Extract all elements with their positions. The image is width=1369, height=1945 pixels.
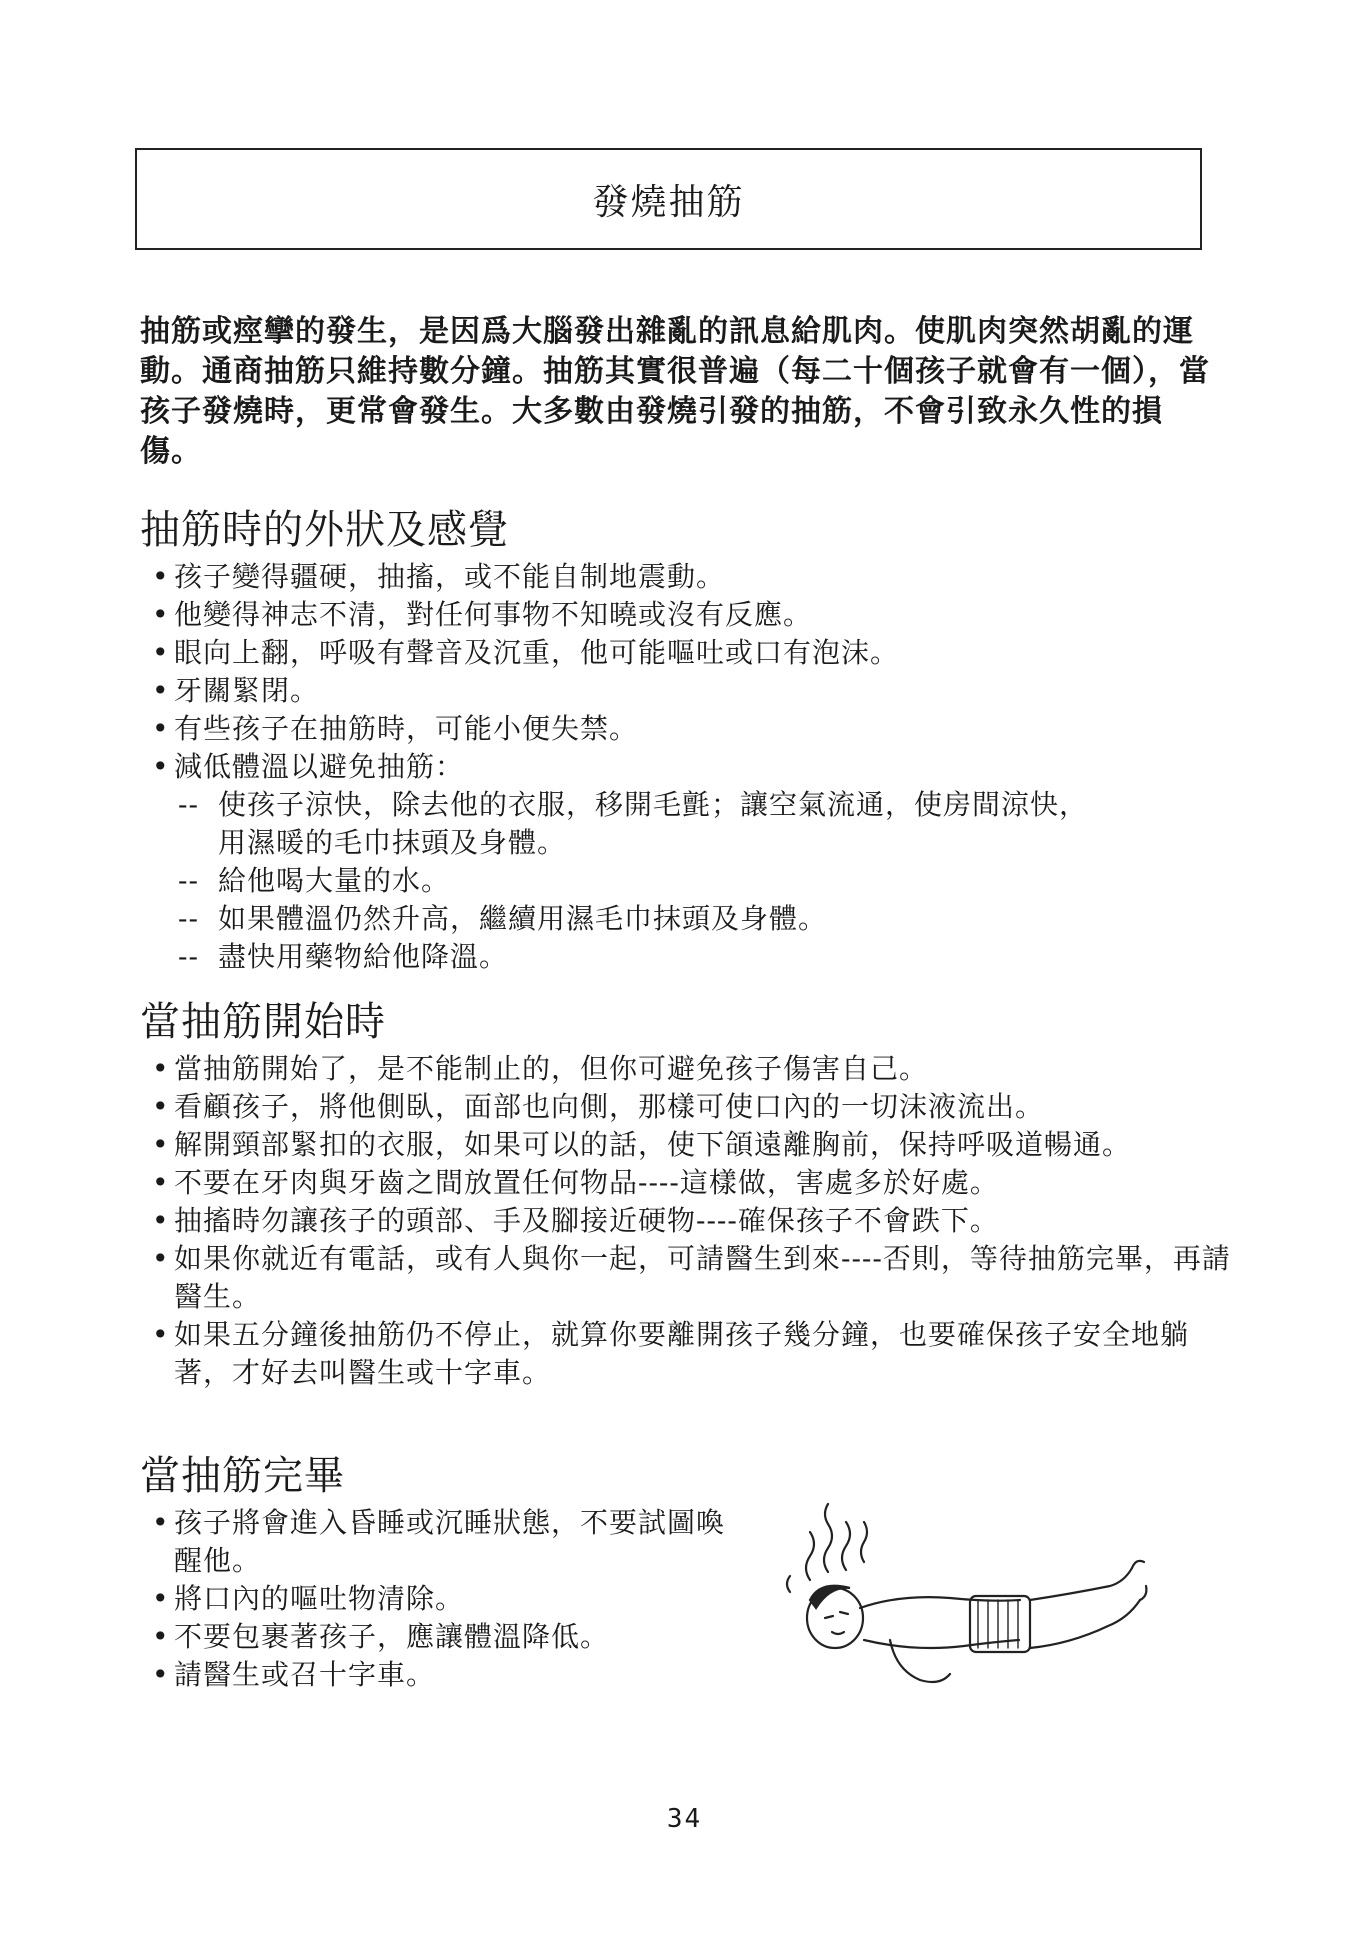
list-item: • 將口內的嘔吐物清除。 bbox=[152, 1582, 465, 1615]
list-item: • 如果五分鐘後抽筋仍不停止，就算你要離開孩子幾分鐘，也要確保孩子安全地躺著，才好去叫醫生或十字車。 bbox=[152, 1318, 1190, 1389]
section-heading: 當抽筋完畢 bbox=[140, 1453, 345, 1499]
page-number: 34 bbox=[666, 1804, 703, 1834]
list-item: • 減低體溫以避免抽筋： bbox=[152, 750, 465, 783]
list-item: • 有些孩子在抽筋時，可能小便失禁。 bbox=[152, 712, 639, 745]
feverish-child-illustration bbox=[780, 1500, 1150, 1700]
list-item: • 看顧孩子，將他側臥，面部也向側，那樣可使口內的一切沫液流出。 bbox=[152, 1090, 1045, 1123]
section-when-starts bbox=[140, 996, 1240, 1392]
section-heading: 抽筋時的外狀及感覺 bbox=[140, 507, 509, 553]
intro-paragraph: 抽筋或痙攣的發生，是因爲大腦發出雜亂的訊息給肌肉。使肌肉突然胡亂的運動。通商抽筋只維持數分鐘。抽筋其實很普遍（每二十個孩子就會有一個），當孩子發燒時，更常會發生。大多數由發燒引發的抽筋，不會引致永久性的損傷。 bbox=[140, 314, 1210, 469]
list-item: • 孩子將會進入昏睡或沉睡狀態，不要試圖喚醒他。 bbox=[152, 1506, 726, 1577]
list-item: • 眼向上翻，呼吸有聲音及沉重，他可能嘔吐或口有泡沫。 bbox=[152, 636, 900, 669]
list-item: • 不要在牙肉與牙齒之間放置任何物品----這樣做，害處多於好處。 bbox=[152, 1166, 999, 1199]
section-heading: 當抽筋開始時 bbox=[140, 999, 386, 1045]
page-title: 發燒抽筋 bbox=[592, 181, 745, 223]
list-item: • 牙關緊閉。 bbox=[152, 674, 320, 707]
list-item: • 不要包裹著孩子，應讓體溫降低。 bbox=[152, 1620, 610, 1653]
list-item: • 抽搐時勿讓孩子的頭部、手及腳接近硬物----確保孩子不會跌下。 bbox=[152, 1204, 999, 1237]
list-item: • 孩子變得疆硬，抽搐，或不能自制地震動。 bbox=[152, 560, 726, 593]
sub-item: -- 給他喝大量的水。 bbox=[178, 864, 451, 897]
list-item: • 如果你就近有電話，或有人與你一起，可請醫生到來----否則，等待抽筋完畢，再請醫生。 bbox=[152, 1242, 1231, 1313]
title-box bbox=[135, 148, 1202, 250]
sub-item-continued: 用濕暖的毛巾抹頭及身體。 bbox=[218, 826, 567, 859]
sub-item: -- 如果體溫仍然升高，繼續用濕毛巾抹頭及身體。 bbox=[178, 902, 828, 935]
list-item: • 解開頸部緊扣的衣服，如果可以的話，使下頜遠離胸前，保持呼吸道暢通。 bbox=[152, 1128, 1132, 1161]
list-item: • 請醫生或召十字車。 bbox=[152, 1658, 436, 1691]
list-item: • 他變得神志不清，對任何事物不知曉或沒有反應。 bbox=[152, 598, 813, 631]
section-when-finished bbox=[140, 1450, 740, 1694]
sub-item: -- 使孩子涼快，除去他的衣服，移開毛氈；讓空氣流通，使房間涼快， bbox=[178, 788, 1089, 821]
section-symptoms bbox=[140, 504, 1240, 976]
list-item: • 當抽筋開始了，是不能制止的，但你可避免孩子傷害自己。 bbox=[152, 1052, 929, 1085]
sub-item: -- 盡快用藥物給他降溫。 bbox=[178, 940, 509, 973]
